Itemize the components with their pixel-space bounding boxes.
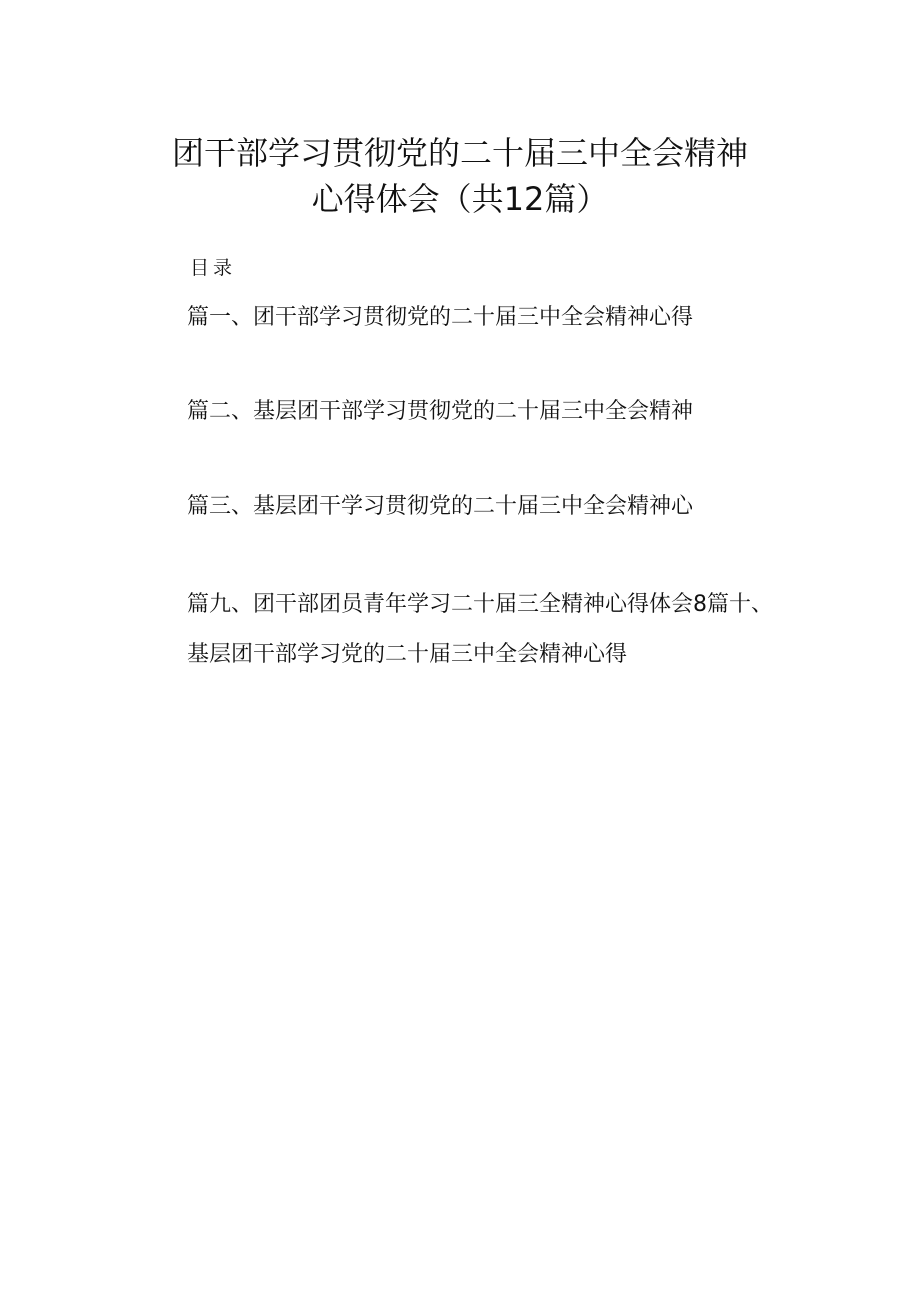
toc-entry-4-continued: 基层团干部学习党的二十届三中全会精神心得 xyxy=(187,642,628,667)
title-line-1: 团干部学习贯彻党的二十届三中全会精神 xyxy=(171,134,748,172)
toc-entry-2: 篇二、基层团干部学习贯彻党的二十届三中全会精神 xyxy=(187,399,694,424)
toc-entry-1: 篇一、团干部学习贯彻党的二十届三中全会精神心得 xyxy=(187,305,694,330)
toc-heading: 目录 xyxy=(190,257,237,279)
toc-entry-4: 篇九、团干部团员青年学习二十届三全精神心得体会8篇十、 xyxy=(187,592,773,617)
title-line-2: 心得体会（共12篇） xyxy=(311,180,609,218)
toc-entry-3: 篇三、基层团干学习贯彻党的二十届三中全会精神心 xyxy=(187,494,694,519)
document-title xyxy=(0,130,920,222)
